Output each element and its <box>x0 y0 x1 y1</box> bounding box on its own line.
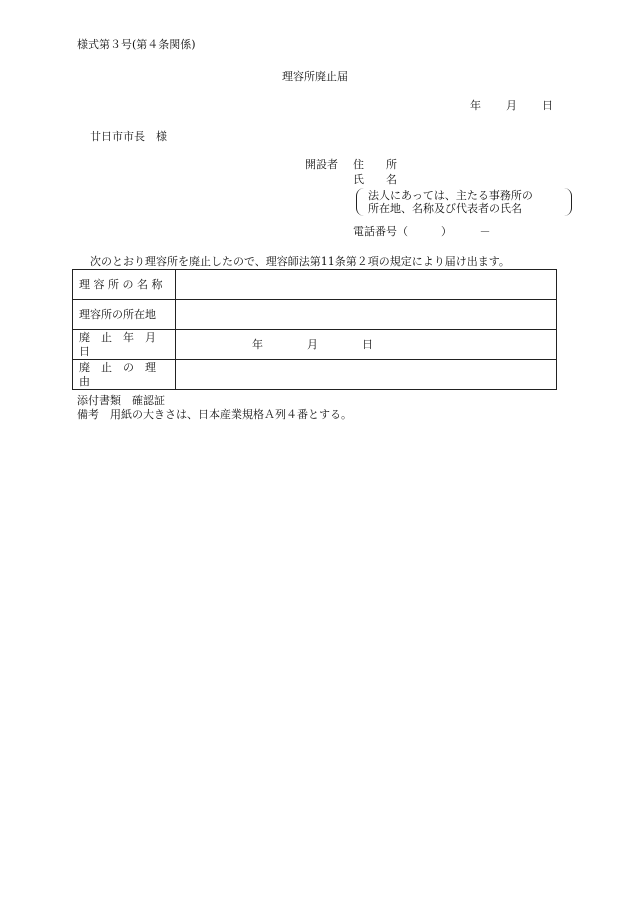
date-day-label: 日 <box>542 99 553 112</box>
corp-note-line-1: 法人にあっては、主たる事務所の <box>368 189 533 202</box>
row-label-closure-reason: 廃 止 の 理 由 <box>73 360 176 390</box>
address-label: 住 所 <box>353 158 397 171</box>
row-label-shop-name: 理 容 所 の 名 称 <box>73 270 176 300</box>
closure-reason-field[interactable] <box>176 360 557 390</box>
phone-label: 電話番号（ ） － <box>353 225 491 238</box>
submission-date <box>470 99 553 112</box>
remarks-note: 備考 用紙の大きさは、日本産業規格Ａ列４番とする。 <box>77 408 352 421</box>
name-label: 氏 名 <box>353 173 397 186</box>
shop-name-field[interactable] <box>176 270 557 300</box>
table-row <box>73 360 557 390</box>
row-label-shop-location: 理容所の所在地 <box>73 300 176 330</box>
shop-location-field[interactable] <box>176 300 557 330</box>
row-label-closure-date: 廃 止 年 月 日 <box>73 330 176 360</box>
attachment-note: 添付書類 確認証 <box>77 394 165 407</box>
corporation-note <box>356 188 572 216</box>
addressee: 廿日市市長 様 <box>90 130 167 143</box>
closure-date-field[interactable] <box>176 330 557 360</box>
applicant-label: 開設者 <box>305 158 338 171</box>
date-month-label: 月 <box>506 99 517 112</box>
closure-date-value: 年 月 日 <box>252 337 373 351</box>
form-number: 様式第３号(第４条関係) <box>77 38 196 51</box>
table-row <box>73 270 557 300</box>
page-title: 理容所廃止届 <box>282 70 348 83</box>
table-row <box>73 300 557 330</box>
corp-note-line-2: 所在地、名称及び代表者の氏名 <box>368 202 522 216</box>
lead-text: 次のとおり理容所を廃止したので、理容師法第11条第２項の規定により届け出ます。 <box>90 255 510 268</box>
table-row <box>73 330 557 360</box>
date-year-label: 年 <box>470 99 481 112</box>
closure-table <box>72 269 557 390</box>
applicant-block <box>305 158 397 188</box>
